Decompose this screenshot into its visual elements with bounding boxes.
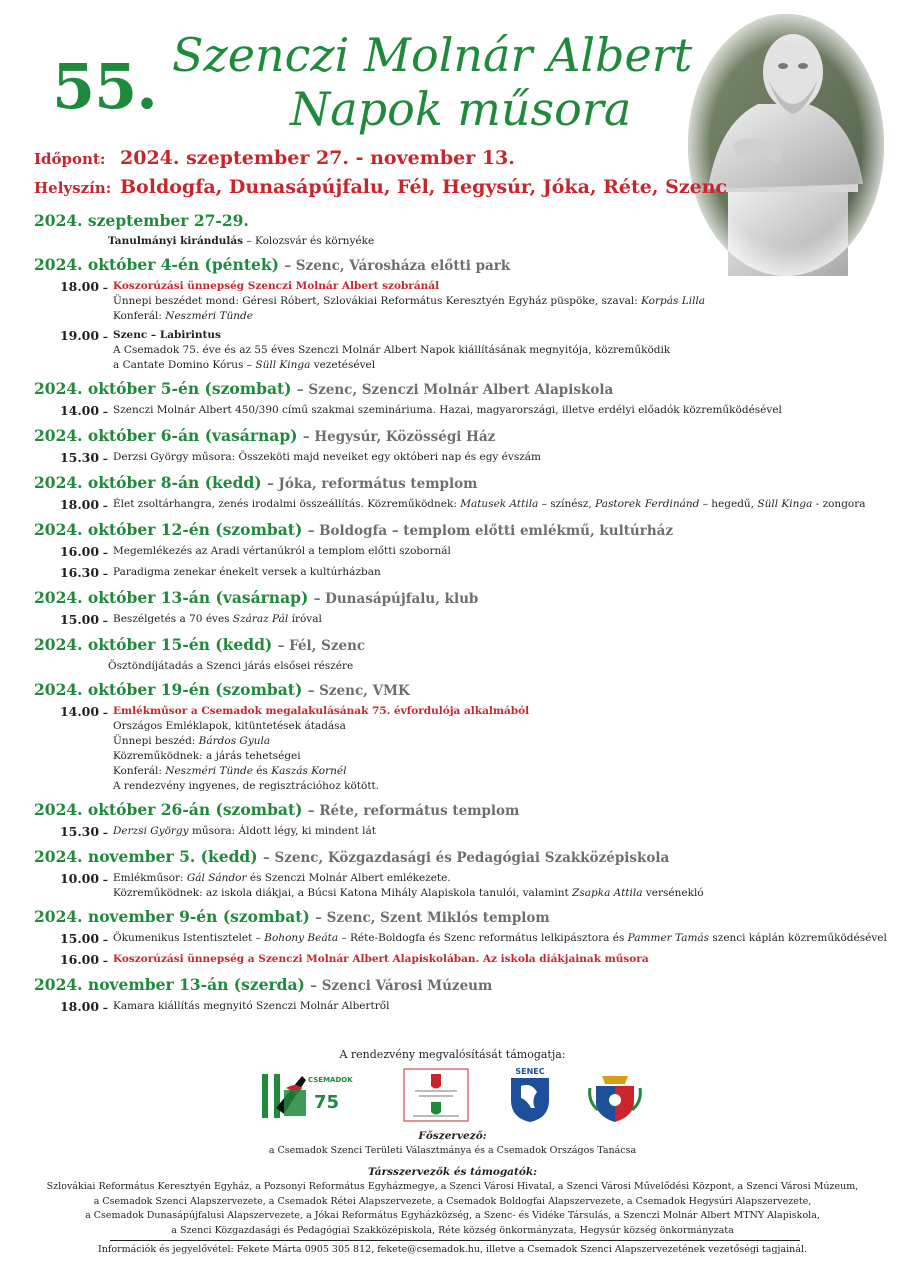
event-text: Konferál: — [113, 765, 166, 777]
program-day — [34, 519, 874, 582]
event-text: Ösztöndíjátadás a Szenci járás elsősei részére — [108, 660, 354, 672]
program-day — [34, 799, 874, 841]
hungarian-government-logo — [403, 1068, 469, 1122]
event-text: Országos Emléklapok, kitüntetések átadása — [113, 720, 346, 732]
event-text: - zongora — [815, 498, 866, 510]
date-range-row — [34, 147, 515, 169]
event-text: Derzsi György műsora: Összeköti majd neveiket egy októberi nap és egy évszám — [113, 451, 541, 463]
csemadok-logo-text: CSEMADOK — [308, 1076, 353, 1084]
day-heading — [34, 974, 874, 997]
day-heading — [34, 846, 874, 869]
day-location: – Fél, Szenc — [277, 638, 366, 654]
day-location: – Jóka, református templom — [267, 476, 478, 492]
program-day — [34, 846, 874, 901]
event-text: Zsapka Attila — [572, 887, 643, 899]
day-location: – Szenc, Közgazdasági és Pedagógiai Szakközépiskola — [263, 850, 670, 866]
title-line-1: Szenczi Molnár Albert — [172, 28, 693, 82]
event-text: A rendezvény ingyenes, de regisztrációhoz kötött. — [113, 780, 380, 792]
event-text: Pastorek Ferdinánd — [595, 498, 700, 510]
event-text: Süll Kinga — [757, 498, 813, 510]
event-text: Kaszás Kornél — [271, 765, 347, 777]
event-time-value: 15.00 — [59, 931, 100, 946]
event-text: Süll Kinga — [255, 359, 311, 371]
program-day — [34, 210, 874, 249]
event-text: Szenczi Molnár Albert 450/390 című szakmai szemináriuma. Hazai, magyarországi, illetve erdélyi előadók közreműködésével — [113, 404, 782, 416]
partners-line: Szlovákiai Református Keresztyén Egyház, a Pozsonyi Református Egyházmegye, a Szenci Városi Hivatal, a Szenci Városi Művelődési Központ, a Szenci Városi Múzeum, — [46, 1181, 859, 1192]
event-text: – hegedű, — [702, 498, 758, 510]
event-time: 15.00 – — [59, 612, 108, 627]
partners-list — [30, 1180, 875, 1238]
day-date: 2024. október 13-án (vasárnap) — [34, 588, 309, 607]
event-time: 14.00 – — [59, 704, 108, 719]
event-text: Derzsi György — [113, 825, 189, 837]
program-event — [34, 450, 874, 467]
day-heading — [34, 519, 874, 542]
event-text: és — [256, 765, 272, 777]
event-line — [113, 886, 874, 901]
day-location: – Réte, református templom — [307, 803, 520, 819]
event-time: 15.30 – — [59, 450, 108, 465]
organizer-heading: Főszervező: — [418, 1130, 487, 1142]
event-time-value: 14.00 — [59, 704, 100, 719]
date-range-value: 2024. szeptember 27. - november 13. — [120, 147, 515, 169]
event-text: a Cantate Domino Kórus – — [113, 359, 256, 371]
event-text: Koszorúzási ünnepség a Szenczi Molnár Albert Alapiskolában. Az iskola diákjainak műsora — [113, 953, 649, 965]
event-line — [113, 779, 874, 794]
day-location: – Boldogfa – templom előtti emlékmű, kultúrház — [307, 523, 674, 539]
locations-row — [34, 176, 727, 198]
program-day — [34, 425, 874, 467]
event-text: Közreműködnek: az iskola diákjai, a Búcsi Katona Mihály Alapiskola tanulói, valamint — [113, 887, 573, 899]
event-text: Megemlékezés az Aradi vértanúkról a templom előtti szobornál — [113, 545, 451, 557]
event-text: Ünnepi beszéd: — [113, 735, 199, 747]
day-location: – Szenc, VMK — [307, 683, 410, 699]
event-text: Gál Sándor — [186, 872, 247, 884]
event-text: szenci káplán közreműködésével — [712, 932, 887, 944]
event-time: 19.00 – — [59, 328, 108, 343]
date-range-label: Időpont: — [34, 150, 106, 168]
day-heading — [34, 472, 874, 495]
organizer-text: a Csemadok Szenci Területi Választmánya és a Csemadok Országos Tanácsa — [268, 1145, 637, 1156]
event-line — [113, 612, 874, 627]
event-time-value: 14.00 — [59, 403, 100, 418]
day-date: 2024. október 26-án (szombat) — [34, 800, 303, 819]
program-event — [34, 279, 874, 324]
event-time-value: 15.30 — [59, 450, 100, 465]
event-time-value: 16.00 — [59, 544, 100, 559]
csemadok-logo-75: 75 — [314, 1092, 340, 1113]
event-time-value: 15.30 — [59, 824, 100, 839]
program-event — [34, 234, 874, 249]
senec-label: SENEC — [515, 1067, 545, 1076]
program-event — [34, 704, 874, 794]
program-day — [34, 254, 874, 373]
event-line — [113, 497, 874, 512]
event-line — [113, 279, 874, 294]
day-location: – Dunasápújfalu, klub — [313, 591, 479, 607]
day-heading — [34, 906, 874, 929]
event-text: Ünnepi beszédet mond: Géresi Róbert, Szlovákiai Református Keresztyén Egyház püspöke, szaval: — [113, 295, 642, 307]
program-event — [34, 871, 874, 901]
event-text: Tanulmányi kirándulás — [108, 235, 244, 247]
event-text: Közreműködnek: a járás tehetségei — [113, 750, 301, 762]
program-event — [34, 328, 874, 373]
program-event — [34, 565, 874, 582]
day-heading — [34, 378, 874, 401]
program-event — [34, 999, 874, 1016]
program-event — [34, 931, 887, 948]
locations-value: Boldogfa, Dunasápújfalu, Fél, Hegysúr, Jóka, Réte, Szenc — [120, 176, 728, 198]
event-time: 18.00 – — [59, 497, 108, 512]
event-line — [113, 343, 874, 358]
program-event — [34, 497, 874, 514]
program-event — [34, 544, 874, 561]
event-text: versénekló — [645, 887, 704, 899]
event-line — [113, 824, 874, 839]
title-line-2: Napok műsora — [290, 82, 632, 136]
event-text: – Réte-Boldogfa és Szenc református lelkipásztora és — [341, 932, 628, 944]
event-line — [113, 764, 874, 779]
program-day — [34, 587, 874, 629]
event-line — [113, 952, 874, 967]
event-time-value: 16.00 — [59, 952, 100, 967]
day-date: 2024. október 15-én (kedd) — [34, 635, 273, 654]
event-text: Korpás Lilla — [641, 295, 706, 307]
event-line — [113, 931, 887, 946]
day-date: 2024. október 19-én (szombat) — [34, 680, 303, 699]
event-time-value: 18.00 — [59, 497, 100, 512]
event-line — [113, 871, 874, 886]
event-text: A Csemadok 75. éve és az 55 éves Szenczi Molnár Albert Napok kiállításának megnyitója, közreműködik — [113, 344, 671, 356]
event-line — [113, 403, 874, 418]
event-line — [113, 544, 874, 559]
event-text: íróval — [291, 613, 322, 625]
day-date: 2024. október 12-én (szombat) — [34, 520, 303, 539]
partners-line: a Csemadok Dunasápújfalusi Alapszervezete, a Jókai Református Egyházközség, a Szenc- és Vidéke Társulás, a Szenczi Molnár Albert MTNY Alapiskola, — [85, 1210, 820, 1221]
event-text: – színész, — [541, 498, 596, 510]
event-text: Konferál: — [113, 310, 166, 322]
event-text: és Szenczi Molnár Albert emlékezete. — [249, 872, 451, 884]
program-day — [34, 472, 874, 514]
day-location: – Hegysúr, Közösségi Ház — [302, 429, 496, 445]
event-text: Emlékműsor a Csemadok megalakulásának 75. évfordulója alkalmából — [113, 705, 530, 717]
event-line — [113, 294, 874, 309]
event-text: Száraz Pál — [232, 613, 289, 625]
support-title: A rendezvény megvalósítását támogatja: — [339, 1048, 566, 1061]
event-text: – Kolozsvár és környéke — [246, 235, 375, 247]
senec-coat-of-arms — [507, 1066, 553, 1124]
day-heading — [34, 425, 874, 448]
event-time: 18.00 – — [59, 279, 108, 294]
event-time-value: 18.00 — [59, 279, 100, 294]
event-line — [108, 659, 874, 674]
event-time: 10.00 – — [59, 871, 108, 886]
day-date: 2024. október 6-án (vasárnap) — [34, 426, 298, 445]
program-list — [34, 210, 887, 1016]
event-time: 18.00 – — [59, 999, 108, 1014]
day-date: 2024. szeptember 27-29. — [34, 211, 249, 230]
event-text: Bohony Beáta — [264, 932, 339, 944]
program-event — [34, 952, 874, 969]
day-date: 2024. október 4-én (péntek) — [34, 255, 279, 274]
program-day — [34, 679, 874, 794]
event-text: Ökumenikus Istentisztelet – — [113, 932, 265, 944]
event-text: Élet zsoltárhangra, zenés irodalmi összeállítás. Közreműködnek: — [113, 498, 461, 510]
event-text: Emlékműsor: — [113, 872, 187, 884]
event-line — [113, 565, 874, 580]
day-location: – Szenci Városi Múzeum — [310, 978, 493, 994]
day-date: 2024. október 8-án (kedd) — [34, 473, 262, 492]
event-text: Koszorúzási ünnepség Szenczi Molnár Albert szobránál — [113, 280, 440, 292]
event-line — [113, 309, 874, 324]
event-line — [113, 450, 874, 465]
event-time: 15.30 – — [59, 824, 108, 839]
event-time: 14.00 – — [59, 403, 108, 418]
program-day — [34, 634, 874, 674]
event-line — [113, 749, 874, 764]
contact-info: Információk és jegyelővétel: Fekete Márta 0905 305 812, fekete@csemadok.hu, illetve a Csemadok Szenci Alapszervezetének vezetőségi tagjainál. — [97, 1244, 808, 1255]
day-heading — [34, 254, 874, 277]
event-time-value: 10.00 — [59, 871, 100, 886]
program-event — [34, 612, 874, 629]
event-text: Neszméri Tünde — [165, 765, 253, 777]
program-day — [34, 974, 874, 1016]
day-date: 2024. november 9-én (szombat) — [34, 907, 310, 926]
event-text: Pammer Tamás — [627, 932, 710, 944]
event-time: 15.00 – — [59, 931, 108, 946]
partners-line: a Csemadok Szenci Alapszervezete, a Csemadok Rétei Alapszervezete, a Csemadok Boldogfai Alapszervezete, a Csemadok Hegysúri Alapszervezete, — [93, 1195, 812, 1207]
event-line — [113, 734, 874, 749]
event-time-value: 15.00 — [59, 612, 100, 627]
program-event — [34, 659, 874, 674]
edition-number: 55. — [52, 50, 157, 123]
event-text: Kamara kiállítás megnyitó Szenczi Molnár Albertről — [113, 1000, 390, 1012]
locations-label: Helyszín: — [34, 179, 112, 197]
event-time-value: 18.00 — [59, 999, 100, 1014]
event-line — [108, 234, 874, 249]
event-text: Beszélgetés a 70 éves — [113, 613, 233, 625]
event-time-value: 19.00 — [59, 328, 100, 343]
program-day — [34, 906, 887, 969]
csemadok-logo — [262, 1068, 353, 1122]
day-location: – Szenc, Városháza előtti park — [284, 258, 511, 274]
event-text: Szenc – Labirintus — [113, 329, 221, 341]
event-time: 16.00 – — [59, 544, 108, 559]
event-text: Paradigma zenekar énekelt versek a kultúrházban — [113, 566, 381, 578]
program-event — [34, 403, 874, 420]
day-heading — [34, 799, 874, 822]
event-line — [113, 719, 874, 734]
day-location: – Szenc, Szenczi Molnár Albert Alapiskola — [296, 382, 614, 398]
regional-coat-of-arms — [588, 1068, 642, 1124]
footer-divider — [110, 1240, 800, 1241]
event-line — [113, 328, 874, 343]
event-time-value: 16.30 — [59, 565, 100, 580]
day-heading — [34, 679, 874, 702]
event-text: vezetésével — [313, 359, 376, 371]
event-text: Neszméri Tünde — [165, 310, 253, 322]
event-line — [113, 358, 874, 373]
event-time: 16.30 – — [59, 565, 108, 580]
partners-heading: Társszervezők és támogatók: — [368, 1166, 537, 1178]
sponsor-logos — [0, 1066, 905, 1124]
day-heading — [34, 587, 874, 610]
event-text: Bárdos Gyula — [198, 735, 271, 747]
day-date: 2024. november 13-án (szerda) — [34, 975, 305, 994]
program-day — [34, 378, 874, 420]
day-heading — [34, 634, 874, 657]
day-location: – Szenc, Szent Miklós templom — [315, 910, 550, 926]
event-line — [113, 704, 874, 719]
day-date: 2024. október 5-én (szombat) — [34, 379, 292, 398]
event-time: 16.00 – — [59, 952, 108, 967]
partners-line: a Szenci Közgazdasági és Pedagógiai Szakközépiskola, Réte község önkormányzata, Hegysúr község önkormányzata — [171, 1224, 734, 1236]
event-line — [113, 999, 874, 1014]
day-heading — [34, 210, 874, 232]
program-event — [34, 824, 874, 841]
event-text: műsora: Áldott légy, ki mindent lát — [191, 825, 377, 837]
day-date: 2024. november 5. (kedd) — [34, 847, 258, 866]
event-text: Matusek Attila — [460, 498, 539, 510]
